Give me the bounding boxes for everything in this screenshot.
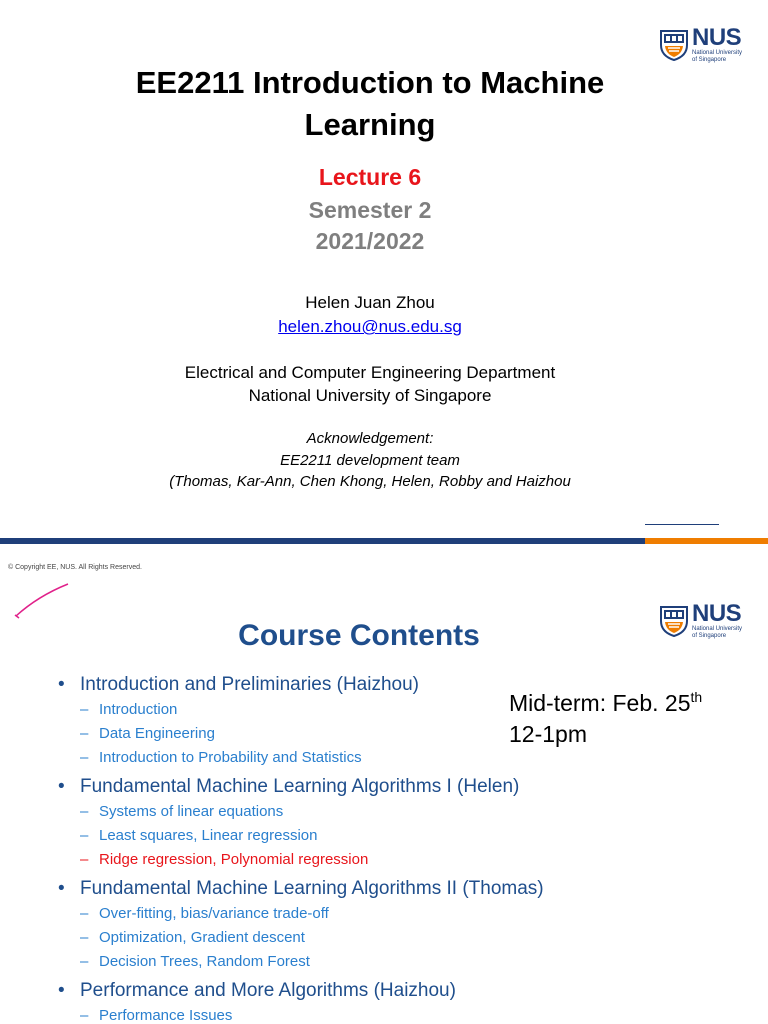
acknowledgement-team: EE2211 development team	[280, 452, 460, 469]
list-item: – Performance Issues	[80, 1007, 233, 1024]
midterm-date-suffix: th	[690, 689, 703, 705]
semester: Semester 2	[308, 197, 432, 223]
midterm-time: 12-1pm	[509, 721, 587, 747]
academic-year: 2021/2022	[315, 228, 425, 254]
department: Electrical and Computer Engineering Department	[184, 363, 556, 382]
slide-title: Course Contents	[238, 619, 480, 652]
slide-title	[0, 62, 740, 146]
midterm-date: Mid-term: Feb. 25	[509, 690, 691, 716]
author-name: Helen Juan Zhou	[305, 293, 435, 312]
nus-crest-icon	[659, 29, 689, 61]
list-item: – Data Engineering	[80, 725, 215, 742]
list-item-current: – Ridge regression, Polynomial regression	[80, 851, 369, 868]
logo-wordmark: NUS	[692, 24, 742, 51]
acknowledgement-heading: Acknowledgement:	[306, 430, 434, 447]
divider-orange	[645, 538, 768, 544]
logo-subtitle-2: of Singapore	[692, 633, 727, 639]
list-item: – Introduction to Probability and Statistics	[80, 749, 362, 766]
list-item: – Optimization, Gradient descent	[80, 929, 305, 946]
nus-logo	[659, 26, 742, 64]
logo-subtitle-2: of Singapore	[692, 57, 727, 63]
title-line-1: EE2211 Introduction to Machine	[135, 65, 605, 100]
list-item: – Introduction	[80, 701, 178, 718]
title-line-2: Learning	[304, 107, 436, 142]
list-item: – Decision Trees, Random Forest	[80, 953, 310, 970]
divider-blue	[0, 538, 645, 544]
section-heading: • Performance and More Algorithms (Haizhou)	[58, 978, 718, 1004]
section-heading: • Fundamental Machine Learning Algorithms I (Helen)	[58, 774, 718, 800]
section-performance	[58, 978, 718, 1024]
section-heading: • Introduction and Preliminaries (Haizhou)	[58, 672, 718, 698]
list-item: – Systems of linear equations	[80, 803, 284, 820]
email-row	[0, 316, 740, 338]
logo-subtitle-1: National University	[692, 50, 743, 56]
author-email-link[interactable]: helen.zhou@nus.edu.sg	[278, 317, 462, 336]
course-contents-slide	[0, 576, 768, 1024]
divider-thin	[645, 524, 719, 525]
logo-wordmark: NUS	[692, 600, 742, 627]
section-fml-2	[58, 876, 718, 974]
section-fml-1	[58, 774, 718, 872]
section-intro	[58, 672, 718, 770]
list-item: – Least squares, Linear regression	[80, 827, 318, 844]
section-heading: • Fundamental Machine Learning Algorithms II (Thomas)	[58, 876, 718, 902]
acknowledgement-names: (Thomas, Kar-Ann, Chen Khong, Helen, Robby and Haizhou	[169, 473, 571, 490]
copyright-notice: © Copyright EE, NUS. All Rights Reserved.	[8, 564, 142, 571]
university: National University of Singapore	[248, 386, 492, 405]
course-contents-list	[58, 672, 718, 1024]
logo-subtitle-1: National University	[692, 626, 743, 632]
list-item: – Over-fitting, bias/variance trade-off	[80, 905, 329, 922]
lecture-number: Lecture 6	[318, 164, 422, 190]
